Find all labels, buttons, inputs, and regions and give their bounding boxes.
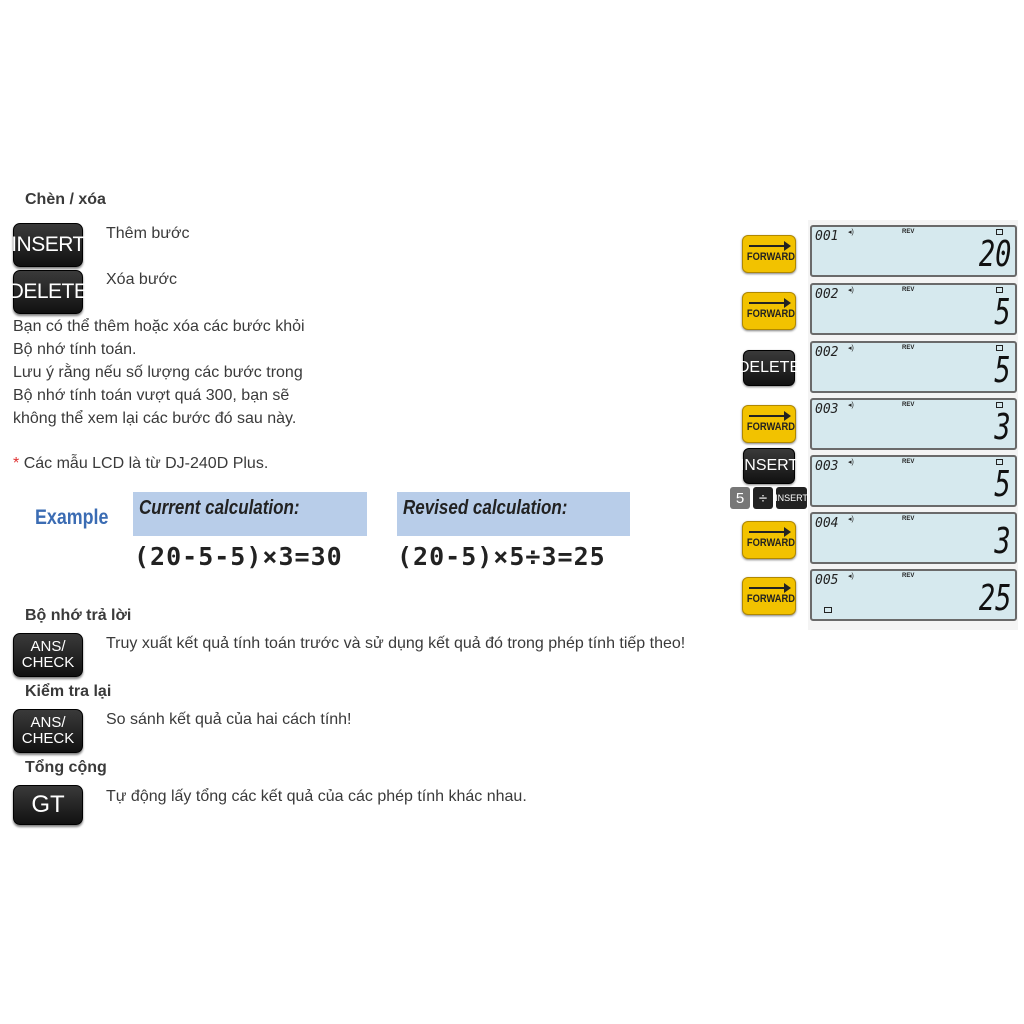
lcd-step: 004 xyxy=(815,516,839,531)
check-key-line1: ANS/ xyxy=(30,714,66,731)
lcd-step: 002 xyxy=(815,287,839,302)
lcd-display xyxy=(810,455,1017,507)
grand-total-description: Tự động lấy tổng các kết quả của các phép tính khác nhau. xyxy=(106,788,527,805)
paragraph-line: Bạn có thể thêm hoặc xóa các bước khỏi xyxy=(13,318,305,335)
lcd-display xyxy=(810,512,1017,564)
paragraph-line: Bộ nhớ tính toán vượt quá 300, bạn sẽ xyxy=(13,387,290,404)
forward-arrow-icon xyxy=(749,531,789,533)
lcd-value: 5 xyxy=(994,292,1011,333)
delete-description: Xóa bước xyxy=(106,271,178,288)
forward-key xyxy=(742,235,796,273)
lcd-value: 25 xyxy=(978,578,1011,619)
lcd-rev: REV xyxy=(902,229,915,235)
lcd-indicator-icon: ◂) xyxy=(848,402,854,409)
forward-arrow-icon xyxy=(749,415,789,417)
lcd-indicator-icon: ◂) xyxy=(848,516,854,523)
note-asterisk: * xyxy=(13,455,20,472)
grand-total-heading: Tổng cộng xyxy=(25,759,107,776)
revised-calculation-label: Revised calculation: xyxy=(403,497,568,519)
lcd-display xyxy=(810,569,1017,621)
check-key-line2: CHECK xyxy=(21,730,75,747)
answer-memory-description: Truy xuất kết quả tính toán trước và sử dụng kết quả đó trong phép tính tiếp theo! xyxy=(106,635,686,652)
insert-delete-heading: Chèn / xóa xyxy=(25,191,106,208)
mini-key-digit: 5 xyxy=(730,487,750,509)
forward-key xyxy=(742,405,796,443)
forward-key-label: FORWARD xyxy=(746,537,796,549)
lcd-indicator-icon: ◂) xyxy=(848,287,854,294)
lcd-value: 3 xyxy=(994,521,1011,562)
ans-key-line2: CHECK xyxy=(21,654,75,671)
lcd-rev: REV xyxy=(902,402,915,408)
forward-key-label: FORWARD xyxy=(746,593,796,605)
insert-description: Thêm bước xyxy=(106,225,190,242)
check-description: So sánh kết quả của hai cách tính! xyxy=(106,711,352,728)
lcd-step: 005 xyxy=(815,573,839,588)
revised-expression: (20-5)×5÷3=25 xyxy=(397,542,606,571)
delete-key: DELETE xyxy=(13,270,83,314)
current-calculation-header xyxy=(133,492,367,536)
current-calculation-label: Current calculation: xyxy=(139,497,300,519)
gt-key: GT xyxy=(13,785,83,825)
insert-key: INSERT xyxy=(13,223,83,267)
lcd-memory-icon xyxy=(824,607,832,613)
ans-key-line1: ANS/ xyxy=(30,638,66,655)
forward-key xyxy=(742,577,796,615)
lcd-display xyxy=(810,283,1017,335)
insert-delete-paragraph xyxy=(13,315,305,430)
lcd-rev: REV xyxy=(902,345,915,351)
lcd-step: 002 xyxy=(815,345,839,360)
paragraph-line: Lưu ý rằng nếu số lượng các bước trong xyxy=(13,364,303,381)
forward-arrow-icon xyxy=(749,245,789,247)
check-key xyxy=(13,709,83,753)
lcd-note xyxy=(13,455,268,473)
current-expression: (20-5-5)×3=30 xyxy=(134,542,343,571)
mini-key-insert: INSERT xyxy=(776,487,807,509)
forward-arrow-icon xyxy=(749,302,789,304)
lcd-value: 3 xyxy=(994,407,1011,448)
forward-key xyxy=(742,521,796,559)
lcd-indicator-icon: ◂) xyxy=(848,573,854,580)
lcd-display xyxy=(810,341,1017,393)
forward-arrow-icon xyxy=(749,587,789,589)
lcd-rev: REV xyxy=(902,573,915,579)
mini-key-divide: ÷ xyxy=(753,487,773,509)
forward-key-label: FORWARD xyxy=(746,251,796,263)
lcd-indicator-icon: ◂) xyxy=(848,229,854,236)
check-heading: Kiểm tra lại xyxy=(25,683,112,700)
lcd-indicator-icon: ◂) xyxy=(848,459,854,466)
forward-key-label: FORWARD xyxy=(746,421,796,433)
lcd-value: 20 xyxy=(978,234,1011,275)
example-label: Example xyxy=(35,506,109,529)
insert-step-key: INSERT xyxy=(743,448,795,484)
lcd-value: 5 xyxy=(994,350,1011,391)
lcd-display xyxy=(810,398,1017,450)
answer-memory-heading: Bộ nhớ trả lời xyxy=(25,607,132,624)
lcd-rev: REV xyxy=(902,516,915,522)
delete-step-key: DELETE xyxy=(743,350,795,386)
lcd-value: 5 xyxy=(994,464,1011,505)
lcd-step: 003 xyxy=(815,459,839,474)
paragraph-line: không thể xem lại các bước đó sau này. xyxy=(13,410,297,427)
lcd-step: 001 xyxy=(815,229,839,244)
lcd-step: 003 xyxy=(815,402,839,417)
lcd-display xyxy=(810,225,1017,277)
note-text: Các mẫu LCD là từ DJ-240D Plus. xyxy=(23,455,269,472)
ans-check-key xyxy=(13,633,83,677)
paragraph-line: Bộ nhớ tính toán. xyxy=(13,341,137,358)
revised-calculation-header xyxy=(397,492,630,536)
lcd-rev: REV xyxy=(902,459,915,465)
forward-key-label: FORWARD xyxy=(746,308,796,320)
forward-key xyxy=(742,292,796,330)
lcd-rev: REV xyxy=(902,287,915,293)
lcd-indicator-icon: ◂) xyxy=(848,345,854,352)
